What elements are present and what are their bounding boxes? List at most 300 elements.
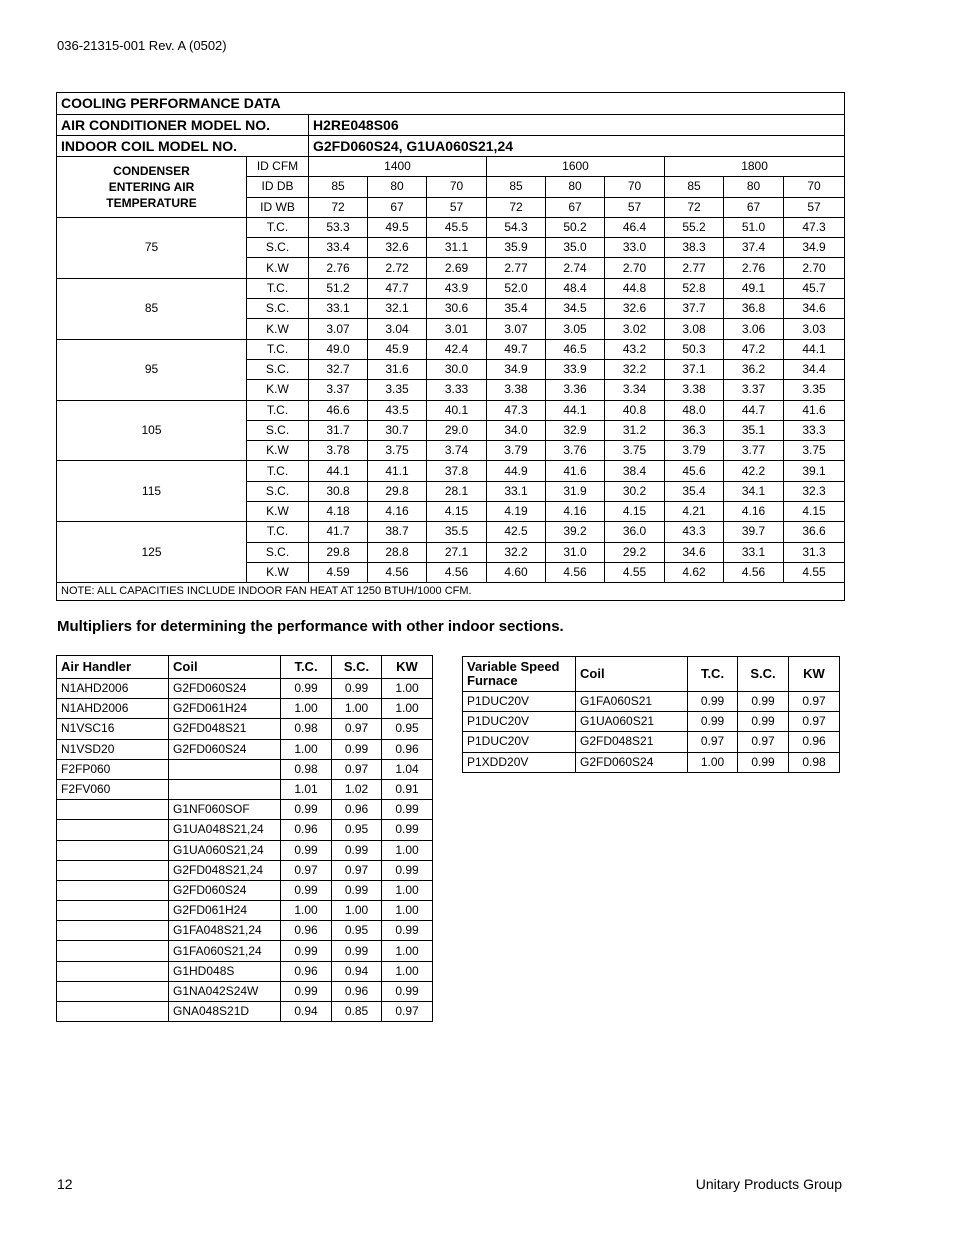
table-cell: G1FA060S21,24 (169, 941, 281, 961)
column-header: S.C. (332, 656, 382, 679)
db-value: 70 (605, 177, 665, 197)
table-cell: 34.6 (784, 299, 845, 319)
table-cell: 49.7 (487, 339, 546, 359)
table-cell: 4.59 (309, 562, 368, 582)
table-cell: 3.78 (309, 441, 368, 461)
cfm-value: 1400 (309, 157, 487, 177)
table-cell: 46.5 (546, 339, 605, 359)
metric-label: S.C. (247, 359, 309, 379)
table-row (57, 400, 845, 420)
table-cell: 2.77 (665, 258, 724, 278)
table-cell: 2.77 (487, 258, 546, 278)
table-cell: 33.1 (724, 542, 784, 562)
table-cell: G1UA060S21 (576, 712, 688, 732)
table-cell: 28.8 (368, 542, 427, 562)
table-cell: 45.9 (368, 339, 427, 359)
table-cell: 4.60 (487, 562, 546, 582)
table-row (57, 921, 433, 941)
table-cell: 39.2 (546, 522, 605, 542)
table-cell: 2.74 (546, 258, 605, 278)
table-cell: N1AHD2006 (57, 679, 169, 699)
condenser-temp: 125 (57, 522, 247, 583)
table-cell: 52.0 (487, 278, 546, 298)
table-cell: 3.37 (309, 380, 368, 400)
table-cell: 0.99 (281, 981, 332, 1001)
table-cell: 36.8 (724, 299, 784, 319)
table-cell: GNA048S21D (169, 1002, 281, 1022)
table-cell: 4.15 (427, 502, 487, 522)
table-cell: 3.05 (546, 319, 605, 339)
table-cell: 2.76 (309, 258, 368, 278)
table-cell: 30.8 (309, 481, 368, 501)
table-cell: 44.7 (724, 400, 784, 420)
db-value: 80 (724, 177, 784, 197)
table-cell: 0.96 (382, 739, 433, 759)
table-cell: 27.1 (427, 542, 487, 562)
db-value: 85 (487, 177, 546, 197)
table-cell: 4.56 (368, 562, 427, 582)
table-cell: G1NA042S24W (169, 981, 281, 1001)
table-cell: 44.1 (546, 400, 605, 420)
table-cell: 3.74 (427, 441, 487, 461)
table-header-row (463, 657, 840, 692)
table-cell: 0.99 (281, 800, 332, 820)
table-cell: 0.94 (281, 1002, 332, 1022)
table-cell: 34.0 (487, 420, 546, 440)
table-cell: 50.3 (665, 339, 724, 359)
metric-label: S.C. (247, 299, 309, 319)
table-cell: 3.36 (546, 380, 605, 400)
table-cell: 0.99 (281, 880, 332, 900)
table-row (57, 217, 845, 237)
table-cell (57, 941, 169, 961)
table-cell: 0.99 (332, 739, 382, 759)
table-cell: 3.04 (368, 319, 427, 339)
metric-label: T.C. (247, 522, 309, 542)
table-row (57, 860, 433, 880)
table-cell: 0.98 (281, 719, 332, 739)
table-cell: 3.75 (605, 441, 665, 461)
table-cell: 0.99 (688, 692, 738, 712)
table-cell: 0.97 (332, 860, 382, 880)
table-cell: 29.8 (309, 542, 368, 562)
db-label: ID DB (247, 177, 309, 197)
table-cell: 31.9 (546, 481, 605, 501)
coil-model-value: G2FD060S24, G1UA060S21,24 (309, 136, 845, 157)
table-row (57, 941, 433, 961)
table-cell: 44.1 (309, 461, 368, 481)
ac-model-label: AIR CONDITIONER MODEL NO. (57, 115, 309, 136)
condenser-temp: 85 (57, 278, 247, 339)
table-cell: 30.2 (605, 481, 665, 501)
table-cell: N1AHD2006 (57, 699, 169, 719)
table-cell: 43.2 (605, 339, 665, 359)
table-cell: 0.99 (382, 800, 433, 820)
ac-model-value: H2RE048S06 (309, 115, 845, 136)
wb-value: 67 (546, 197, 605, 217)
table-cell: 42.2 (724, 461, 784, 481)
table-row (57, 800, 433, 820)
table-cell: 4.56 (427, 562, 487, 582)
metric-label: T.C. (247, 217, 309, 237)
table-row (57, 679, 433, 699)
table-row (463, 692, 840, 712)
table-cell: 39.7 (724, 522, 784, 542)
table-cell: 33.9 (546, 359, 605, 379)
table-note: NOTE: ALL CAPACITIES INCLUDE INDOOR FAN HEAT AT 1250 BTUH/1000 CFM. (57, 583, 845, 601)
table-cell: 35.0 (546, 238, 605, 258)
metric-label: K.W (247, 441, 309, 461)
table-cell: P1XDD20V (463, 752, 576, 772)
table-cell: 1.00 (281, 699, 332, 719)
wb-value: 57 (784, 197, 845, 217)
table-cell: 4.15 (784, 502, 845, 522)
table-cell: 35.9 (487, 238, 546, 258)
table-cell: G2FD060S24 (169, 679, 281, 699)
table-cell (57, 921, 169, 941)
table-cell: 1.04 (382, 759, 433, 779)
table-cell: 0.96 (789, 732, 840, 752)
note-row (57, 583, 845, 601)
table-cell (57, 1002, 169, 1022)
table-cell: 4.62 (665, 562, 724, 582)
table-row (57, 1002, 433, 1022)
table-cell: 43.5 (368, 400, 427, 420)
table-cell: 32.2 (487, 542, 546, 562)
table-row (463, 752, 840, 772)
table-cell: 0.96 (281, 921, 332, 941)
table-cell: 3.03 (784, 319, 845, 339)
metric-label: T.C. (247, 461, 309, 481)
coil-model-label: INDOOR COIL MODEL NO. (57, 136, 309, 157)
table-cell: 0.99 (332, 679, 382, 699)
condenser-label-line: CONDENSER (113, 163, 190, 178)
table-cell: 4.18 (309, 502, 368, 522)
table-cell: 0.96 (281, 820, 332, 840)
table-cell: 0.95 (332, 820, 382, 840)
table-cell: 45.7 (784, 278, 845, 298)
table-cell: 1.00 (382, 941, 433, 961)
metric-label: K.W (247, 502, 309, 522)
column-header: Coil (169, 656, 281, 679)
table-cell: 4.16 (368, 502, 427, 522)
multipliers-heading: Multipliers for determining the performance with other indoor sections. (57, 618, 564, 635)
table-cell (57, 860, 169, 880)
table-cell: 48.0 (665, 400, 724, 420)
cfm-row (57, 157, 845, 177)
table-cell: 47.7 (368, 278, 427, 298)
table-cell: 53.3 (309, 217, 368, 237)
table-cell: 49.1 (724, 278, 784, 298)
table-cell: 0.99 (332, 941, 382, 961)
table-cell: 32.7 (309, 359, 368, 379)
table-cell: 0.99 (382, 921, 433, 941)
table-cell: 43.3 (665, 522, 724, 542)
table-cell (57, 840, 169, 860)
table-cell: 39.1 (784, 461, 845, 481)
wb-value: 72 (309, 197, 368, 217)
table-cell: 1.00 (382, 880, 433, 900)
condenser-label (57, 157, 247, 218)
table-cell: 36.3 (665, 420, 724, 440)
cfm-value: 1600 (487, 157, 665, 177)
table-cell: 49.0 (309, 339, 368, 359)
table-cell: G1FA048S21,24 (169, 921, 281, 941)
table-row (57, 278, 845, 298)
wb-value: 57 (605, 197, 665, 217)
table-cell: 4.21 (665, 502, 724, 522)
condenser-label-line: TEMPERATURE (106, 195, 197, 210)
column-header: T.C. (281, 656, 332, 679)
table-cell: 0.96 (332, 800, 382, 820)
table-cell: G2FD060S24 (576, 752, 688, 772)
page-number: 12 (57, 1176, 73, 1192)
condenser-temp: 105 (57, 400, 247, 461)
table-cell: 0.97 (738, 732, 789, 752)
table-cell: 32.3 (784, 481, 845, 501)
coil-model-row (57, 136, 845, 157)
title-row (57, 93, 845, 115)
table-row (57, 779, 433, 799)
table-cell: 31.1 (427, 238, 487, 258)
table-cell: 47.3 (487, 400, 546, 420)
table-cell: P1DUC20V (463, 732, 576, 752)
table-cell: 0.99 (738, 712, 789, 732)
table-cell: 32.1 (368, 299, 427, 319)
table-cell: 0.98 (789, 752, 840, 772)
table-cell: 0.99 (332, 880, 382, 900)
table-cell: 30.6 (427, 299, 487, 319)
wb-value: 72 (487, 197, 546, 217)
table-header-row (57, 656, 433, 679)
column-header: S.C. (738, 657, 789, 692)
table-cell: 0.95 (382, 719, 433, 739)
table-cell: 1.00 (382, 901, 433, 921)
table-cell: 46.6 (309, 400, 368, 420)
table-cell: 30.0 (427, 359, 487, 379)
table-cell: G2FD048S21,24 (169, 860, 281, 880)
table-title: COOLING PERFORMANCE DATA (57, 93, 845, 115)
metric-label: S.C. (247, 481, 309, 501)
table-cell: 4.55 (784, 562, 845, 582)
table-cell: F2FV060 (57, 779, 169, 799)
metric-label: K.W (247, 258, 309, 278)
table-cell: 31.2 (605, 420, 665, 440)
document-id: 036-21315-001 Rev. A (0502) (57, 38, 227, 53)
table-cell: 0.97 (332, 719, 382, 739)
table-cell: 2.69 (427, 258, 487, 278)
table-cell: 34.1 (724, 481, 784, 501)
table-cell: 3.79 (487, 441, 546, 461)
table-cell (169, 759, 281, 779)
table-cell: 3.79 (665, 441, 724, 461)
table-cell: 38.4 (605, 461, 665, 481)
table-cell: G2FD060S24 (169, 739, 281, 759)
table-cell: 35.4 (665, 481, 724, 501)
table-cell (57, 981, 169, 1001)
table-cell: 0.99 (332, 840, 382, 860)
table-cell: 2.76 (724, 258, 784, 278)
table-row (463, 732, 840, 752)
table-cell: P1DUC20V (463, 692, 576, 712)
table-cell: G1NF060SOF (169, 800, 281, 820)
table-cell: 1.00 (281, 901, 332, 921)
column-header: Coil (576, 657, 688, 692)
column-header: Variable Speed Furnace (463, 657, 576, 692)
table-cell: 4.16 (724, 502, 784, 522)
table-cell: 3.35 (784, 380, 845, 400)
table-cell: 3.38 (665, 380, 724, 400)
table-cell: 36.2 (724, 359, 784, 379)
table-row (57, 880, 433, 900)
table-cell: 0.99 (382, 981, 433, 1001)
db-value: 70 (784, 177, 845, 197)
table-cell: 3.02 (605, 319, 665, 339)
table-cell: 1.00 (332, 699, 382, 719)
table-cell: 36.6 (784, 522, 845, 542)
metric-label: T.C. (247, 400, 309, 420)
metric-label: S.C. (247, 420, 309, 440)
table-cell: 34.6 (665, 542, 724, 562)
table-cell: 3.01 (427, 319, 487, 339)
table-row (57, 461, 845, 481)
metric-label: T.C. (247, 339, 309, 359)
table-cell: 36.0 (605, 522, 665, 542)
table-cell: 31.6 (368, 359, 427, 379)
metric-label: T.C. (247, 278, 309, 298)
table-cell: 4.15 (605, 502, 665, 522)
table-cell: 40.8 (605, 400, 665, 420)
table-cell: 0.99 (382, 860, 433, 880)
table-cell: 44.1 (784, 339, 845, 359)
db-value: 70 (427, 177, 487, 197)
table-cell: 31.3 (784, 542, 845, 562)
table-cell: 41.6 (546, 461, 605, 481)
table-cell: G1UA048S21,24 (169, 820, 281, 840)
table-cell: 51.2 (309, 278, 368, 298)
condenser-temp: 75 (57, 217, 247, 278)
table-cell (57, 800, 169, 820)
table-cell: N1VSC16 (57, 719, 169, 739)
table-cell: 46.4 (605, 217, 665, 237)
table-row (57, 981, 433, 1001)
column-header: KW (789, 657, 840, 692)
table-cell: 41.1 (368, 461, 427, 481)
wb-value: 57 (427, 197, 487, 217)
table-cell: 3.33 (427, 380, 487, 400)
table-cell: 29.8 (368, 481, 427, 501)
wb-value: 72 (665, 197, 724, 217)
table-cell: 29.2 (605, 542, 665, 562)
table-row (57, 339, 845, 359)
table-cell: G1HD048S (169, 961, 281, 981)
table-cell: 54.3 (487, 217, 546, 237)
table-cell: 44.8 (605, 278, 665, 298)
table-row (57, 901, 433, 921)
table-cell: 1.00 (688, 752, 738, 772)
table-cell: 3.34 (605, 380, 665, 400)
table-cell: 37.4 (724, 238, 784, 258)
table-cell: 50.2 (546, 217, 605, 237)
table-cell: 44.9 (487, 461, 546, 481)
table-cell: 4.16 (546, 502, 605, 522)
company-name: Unitary Products Group (695, 1176, 842, 1192)
table-cell: 33.3 (784, 420, 845, 440)
table-cell: G1UA060S21,24 (169, 840, 281, 860)
table-cell: 37.7 (665, 299, 724, 319)
ac-model-row (57, 115, 845, 136)
table-cell: 31.0 (546, 542, 605, 562)
table-cell: 35.4 (487, 299, 546, 319)
table-cell (57, 901, 169, 921)
table-cell: 32.6 (605, 299, 665, 319)
table-cell: 0.97 (281, 860, 332, 880)
table-cell: 35.1 (724, 420, 784, 440)
table-cell: 3.08 (665, 319, 724, 339)
table-cell: 0.96 (332, 981, 382, 1001)
table-cell: 0.99 (281, 941, 332, 961)
condenser-temp: 115 (57, 461, 247, 522)
table-cell: 51.0 (724, 217, 784, 237)
table-row (463, 712, 840, 732)
table-cell: 45.6 (665, 461, 724, 481)
metric-label: K.W (247, 380, 309, 400)
table-row (57, 699, 433, 719)
table-cell: 37.8 (427, 461, 487, 481)
db-value: 80 (546, 177, 605, 197)
table-cell: 3.38 (487, 380, 546, 400)
table-cell: 3.75 (368, 441, 427, 461)
table-cell: G2FD061H24 (169, 901, 281, 921)
cfm-label: ID CFM (247, 157, 309, 177)
table-row (57, 961, 433, 981)
table-cell (57, 880, 169, 900)
table-cell: 33.4 (309, 238, 368, 258)
table-cell: 30.7 (368, 420, 427, 440)
table-cell: 1.02 (332, 779, 382, 799)
table-cell: 34.4 (784, 359, 845, 379)
table-cell: 4.19 (487, 502, 546, 522)
table-row (57, 719, 433, 739)
table-cell: 0.97 (332, 759, 382, 779)
table-cell: F2FP060 (57, 759, 169, 779)
table-cell: 4.56 (724, 562, 784, 582)
table-cell: P1DUC20V (463, 712, 576, 732)
table-cell: 2.72 (368, 258, 427, 278)
table-cell: 4.56 (546, 562, 605, 582)
table-cell: G2FD048S21 (169, 719, 281, 739)
table-cell: 28.1 (427, 481, 487, 501)
table-cell (57, 961, 169, 981)
column-header: Air Handler (57, 656, 169, 679)
table-cell: 0.99 (688, 712, 738, 732)
table-cell: 0.99 (738, 752, 789, 772)
table-cell: 3.37 (724, 380, 784, 400)
table-cell: 31.7 (309, 420, 368, 440)
table-cell: 3.35 (368, 380, 427, 400)
wb-value: 67 (368, 197, 427, 217)
table-cell: 48.4 (546, 278, 605, 298)
table-cell: 3.07 (487, 319, 546, 339)
table-cell: 49.5 (368, 217, 427, 237)
metric-label: S.C. (247, 542, 309, 562)
table-cell: G1FA060S21 (576, 692, 688, 712)
wb-value: 67 (724, 197, 784, 217)
db-value: 80 (368, 177, 427, 197)
table-cell: 43.9 (427, 278, 487, 298)
table-cell: 32.6 (368, 238, 427, 258)
table-cell: 0.96 (281, 961, 332, 981)
